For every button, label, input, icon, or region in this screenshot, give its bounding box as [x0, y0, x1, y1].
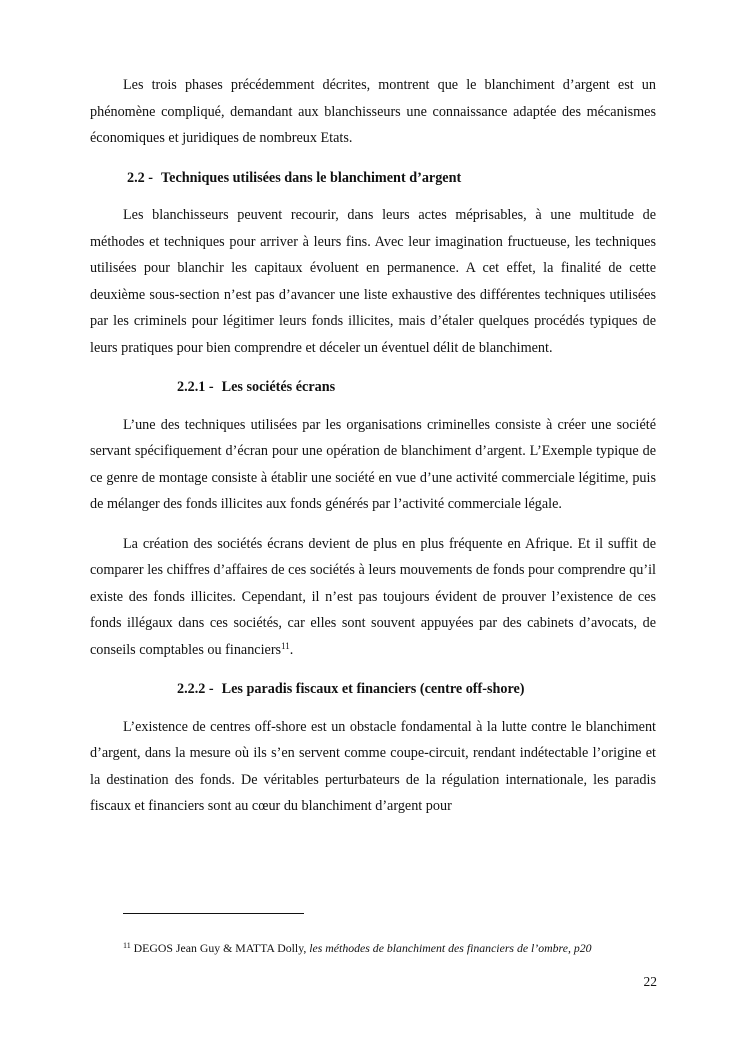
paragraph-text: La création des sociétés écrans devient de plus en plus fréquente en Afrique. Et il suffit de comparer les chiffres d’affaires de ces sociétés à leurs mouvements de fonds pour comprendre qu’il existe des fonds illicites. Cependant, il n’est pas toujours évident de prouver l’existence de ces fonds illégaux dans ces sociétés, car elles sont souvent appuyées par des cabinets d’avocats, de conseils comptables ou financiers — [90, 535, 656, 658]
footnote-title: les méthodes de blanchiment des financiers de l’ombre, p20 — [309, 941, 592, 955]
section-title: Les paradis fiscaux et financiers (centre off-shore) — [221, 681, 525, 697]
paragraph-societes-ecrans-2 — [90, 531, 656, 664]
document-body — [90, 72, 656, 833]
section-number: 2.2.1 - — [177, 379, 214, 395]
section-heading-2-2-1 — [177, 374, 656, 401]
paragraph-paradis-fiscaux: L’existence de centres off-shore est un obstacle fondamental à la lutte contre le blanchiment d’argent, dans la mesure où ils s’en servent comme coupe-circuit, rendant indétectable l’origine et la destination des fonds. De véritables perturbateurs de la régulation internationale, les paradis fiscaux et financiers sont au cœur du blanchiment d’argent pour — [90, 718, 656, 814]
paragraph-techniques: Les blanchisseurs peuvent recourir, dans leurs actes méprisables, à une multitude de méthodes et techniques pour arriver à leurs fins. Avec leur imagination fructueuse, les techniques utilisées pour blanchir les capitaux évoluent en permanence. A cet effet, la finalité de cette deuxième sous-section n’est pas d’avancer une liste exhaustive des différentes techniques utilisées par les criminels pour légitimer leurs fonds illicites, mais d’étaler quelques procédés typiques de leurs pratiques pour bien comprendre et déceler un éventuel délit de blanchiment. — [90, 207, 656, 356]
section-title: Techniques utilisées dans le blanchiment d’argent — [161, 169, 462, 186]
footnote — [123, 940, 663, 956]
footnote-marker: 11 — [123, 941, 131, 950]
paragraph-societes-ecrans-1: L’une des techniques utilisées par les organisations criminelles consiste à créer une société servant spécifiquement d’écran pour une opération de blanchiment d’argent. L’Exemple typique de ce genre de montage consiste à établir une société en vue d’une activité commerciale légitime, puis de mélanger des fonds illicites aux fonds générés par l’activité commerciale légale. — [90, 416, 656, 512]
section-title: Les sociétés écrans — [221, 379, 336, 395]
paragraph-intro: Les trois phases précédemment décrites, montrent que le blanchiment d’argent est un phénomène compliqué, demandant aux blanchisseurs une connaissance adaptée des mécanismes économiques et juridiques de nombreux Etats. — [90, 77, 656, 146]
section-number: 2.2 - — [127, 169, 154, 186]
section-heading-2-2 — [127, 165, 656, 192]
page-number: 22 — [643, 974, 657, 989]
paragraph-end: . — [289, 641, 294, 658]
footnote-reference[interactable]: 11 — [281, 640, 290, 651]
section-heading-2-2-2 — [177, 676, 656, 703]
section-number: 2.2.2 - — [177, 681, 214, 697]
footnote-authors: DEGOS Jean Guy & MATTA Dolly, — [133, 941, 310, 955]
footnote-separator — [123, 913, 304, 914]
